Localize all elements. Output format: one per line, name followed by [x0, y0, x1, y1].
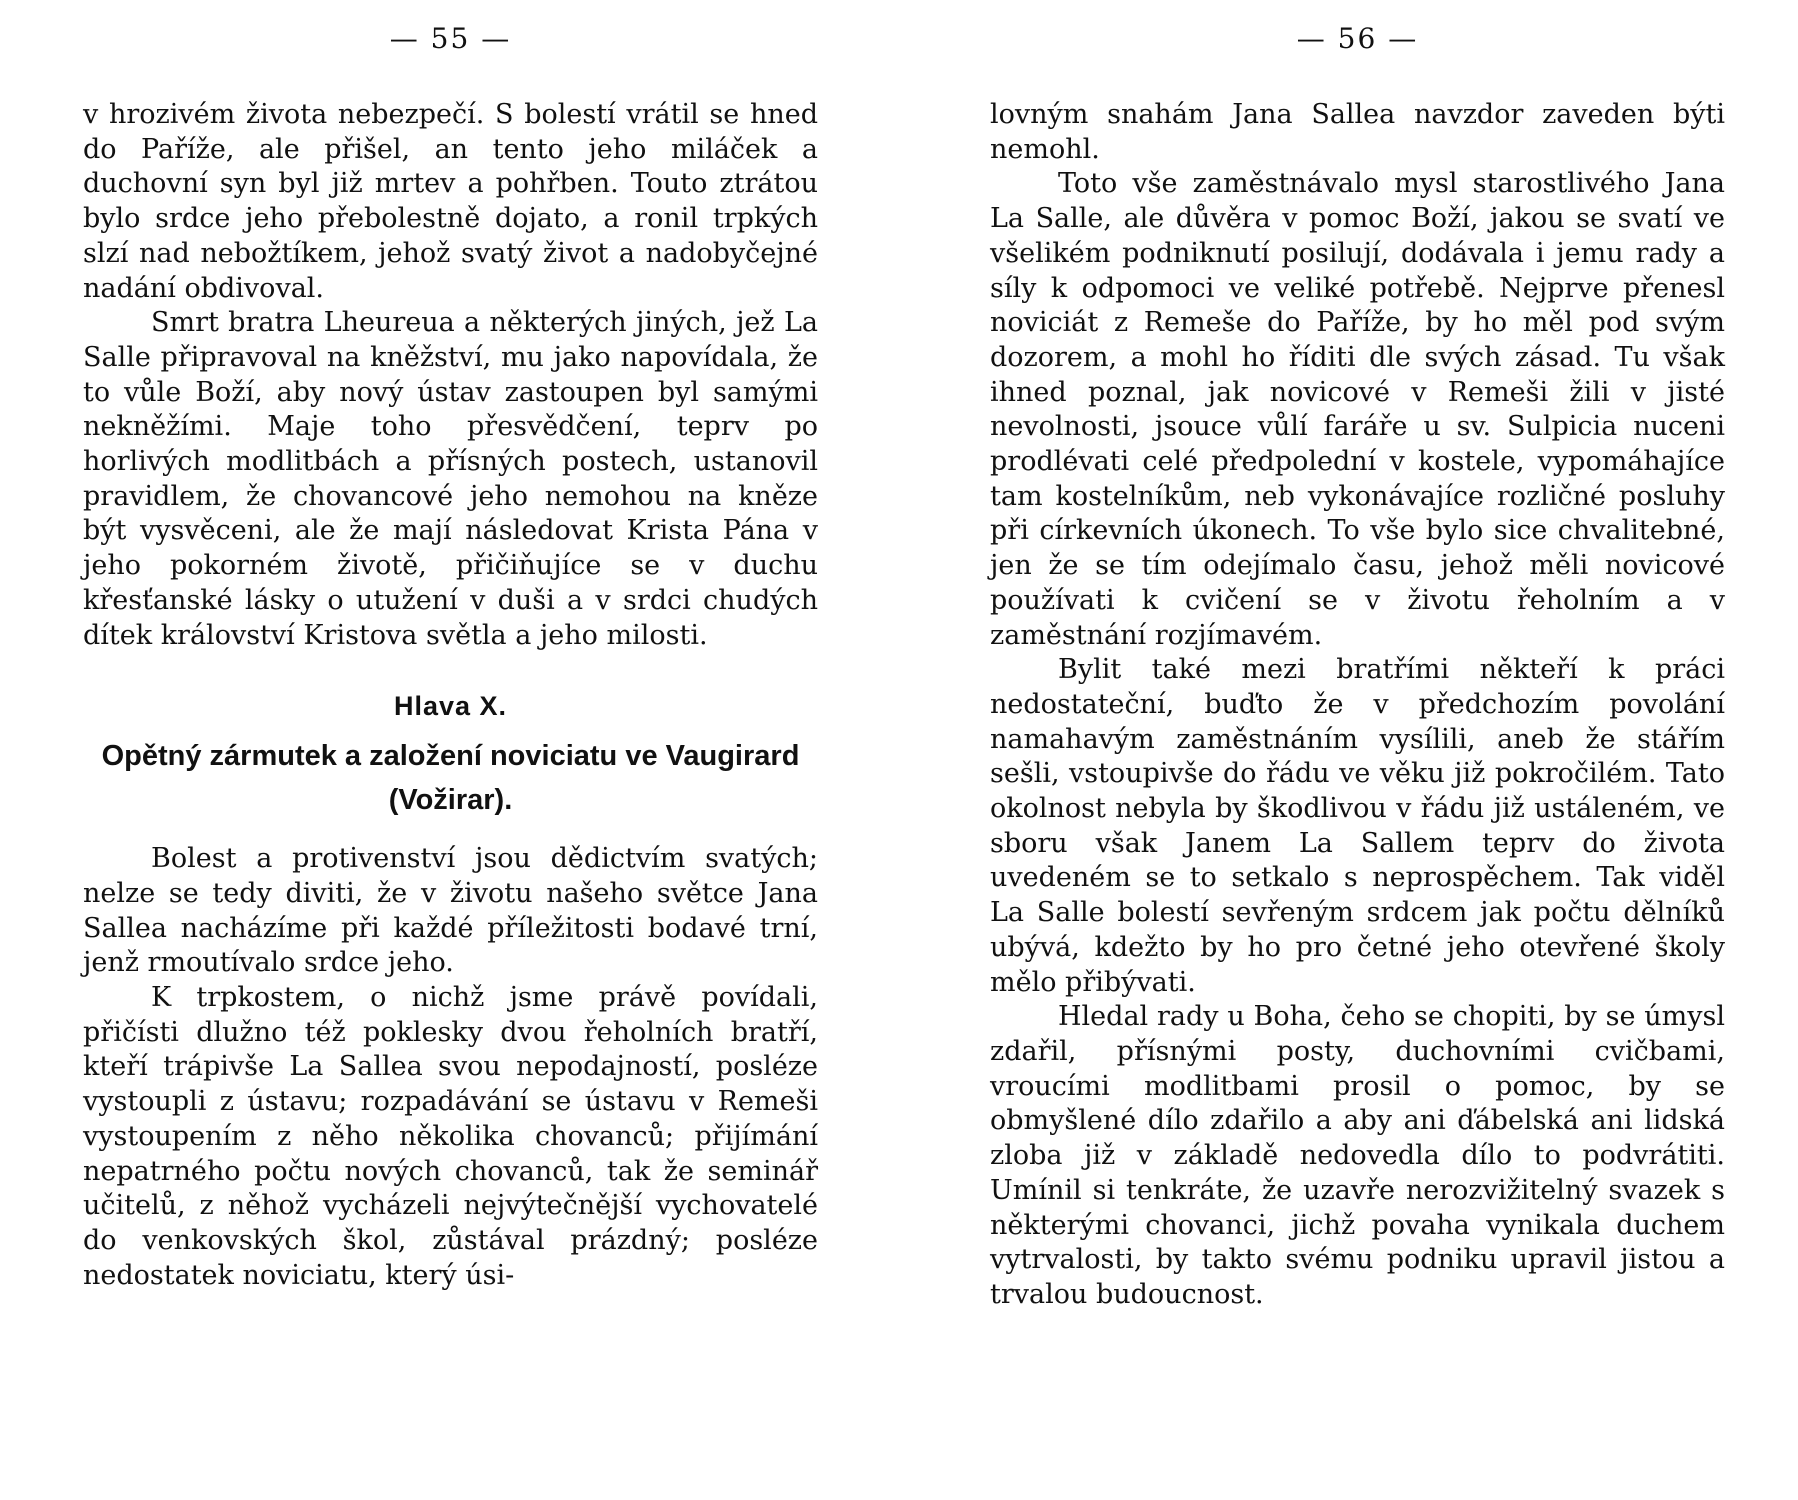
left-page-body	[83, 98, 818, 1293]
page-number-right: — 56 —	[1296, 22, 1419, 55]
paragraph: v hrozivém života nebezpečí. S bolestí vrátil se hned do Paříže, ale přišel, an tento jeho miláček a duchovní syn byl již mrtev a pohřben. Touto ztrátou bylo srdce jeho přebolestně dojato, a ronil trpkých slzí nad nebožtíkem, jehož svatý život a nadobyčejné nadání obdivoval.	[83, 99, 818, 304]
page-number-left: — 55 —	[389, 22, 512, 55]
chapter-title: Opětný zármutek a založení noviciatu ve Vaugirard (Vožirar).	[101, 740, 800, 817]
chapter-number: Hlava X.	[393, 691, 508, 722]
paragraph: Bylit také mezi bratřími někteří k práci nedostateční, buďto že v předchozím povolání namahavým zaměstnáním vysílili, aneb že stářím sešli, vstoupivše do řádu ve věku již pokročilém. Tato okolnost nebyla by škodlivou v řádu již ustáleném, ve sboru však Janem La Sallem teprv do života uvedeném se to setkalo s neprospěchem. Tak viděl La Salle bolestí sevřeným srdcem jak počtu dělníků ubývá, kdežto by ho pro četné jeho otevřené školy mělo přibývati.	[990, 654, 1725, 998]
paragraph: lovným snahám Jana Sallea navzdor zaveden býti nemohl.	[990, 99, 1725, 165]
paragraph: Toto vše zaměstnávalo mysl starostlivého Jana La Salle, ale důvěra v pomoc Boží, jakou se svatí ve všelikém podniknutí posilují, dodávala i jemu rady a síly k odpomoci ve veliké potřebě. Nejprve přenesl noviciát z Remeše do Paříže, by ho měl pod svým dozorem, a mohl ho říditi dle svých zásad. Tu však ihned poznal, jak novicové v Remeši žili v jisté nevolnosti, jsouce vůlí faráře u sv. Sulpicia nuceni prodlévati celé předpolední v kostele, vypomáhajíce tam kostelníkům, neb vykonávajíce rozličné posluhy při církevních úkonech. To vše bylo sice chvalitebné, jen že se tím odejímalo času, jehož měli novicové používati k cvičení se v životu řeholním a v zaměstnání rozjímavém.	[990, 168, 1725, 651]
right-page-body	[990, 98, 1725, 1313]
paragraph: Smrt bratra Lheureua a některých jiných, jež La Salle připravoval na kněžství, mu jako napovídala, že to vůle Boží, aby nový ústav zastoupen byl samými nekněžími. Maje toho přesvědčení, teprv po horlivých modlitbách a přísných postech, ustanovil pravidlem, že chovancové jeho nemohou na kněze být vysvěceni, ale že mají následovat Krista Pána v jeho pokorném životě, přičiňujíce se v duchu křesťanské lásky o utužení v duši a v srdci chudých dítek království Kristova světla a jeho milosti.	[83, 307, 818, 651]
paragraph: Bolest a protivenství jsou dědictvím svatých; nelze se tedy diviti, že v životu našeho světce Jana Sallea nacházíme při každé příležitosti bodavé trní, jenž rmoutívalo srdce jeho.	[83, 843, 818, 979]
paragraph: Hledal rady u Boha, čeho se chopiti, by se úmysl zdařil, přísnými posty, duchovními cvičbami, vroucími modlitbami prosil o pomoc, by se obmyšlené dílo zdařilo a aby ani ďábelská ani lidská zloba již v základě nedovedla dílo to podvrátiti. Umínil si tenkráte, že uzavře nerozvižitelný svazek s některými chovanci, jichž povaha vynikala duchem vytrvalosti, by takto svému podniku upravil jistou a trvalou budoucnost.	[990, 1001, 1725, 1310]
paragraph: K trpkostem, o nichž jsme právě povídali, přičísti dlužno též poklesky dvou řeholních bratří, kteří trápivše La Sallea svou nepodajností, posléze vystoupli z ústavu; rozpadávání se ústavu v Remeši vystoupením z něho několika chovanců; přijímání nepatrného počtu nových chovanců, tak že seminář učitelů, z něhož vycházeli nejvýtečnější vychovatelé do venkovských škol, zůstával prázdný; posléze nedostatek noviciatu, který úsi-	[83, 982, 818, 1291]
